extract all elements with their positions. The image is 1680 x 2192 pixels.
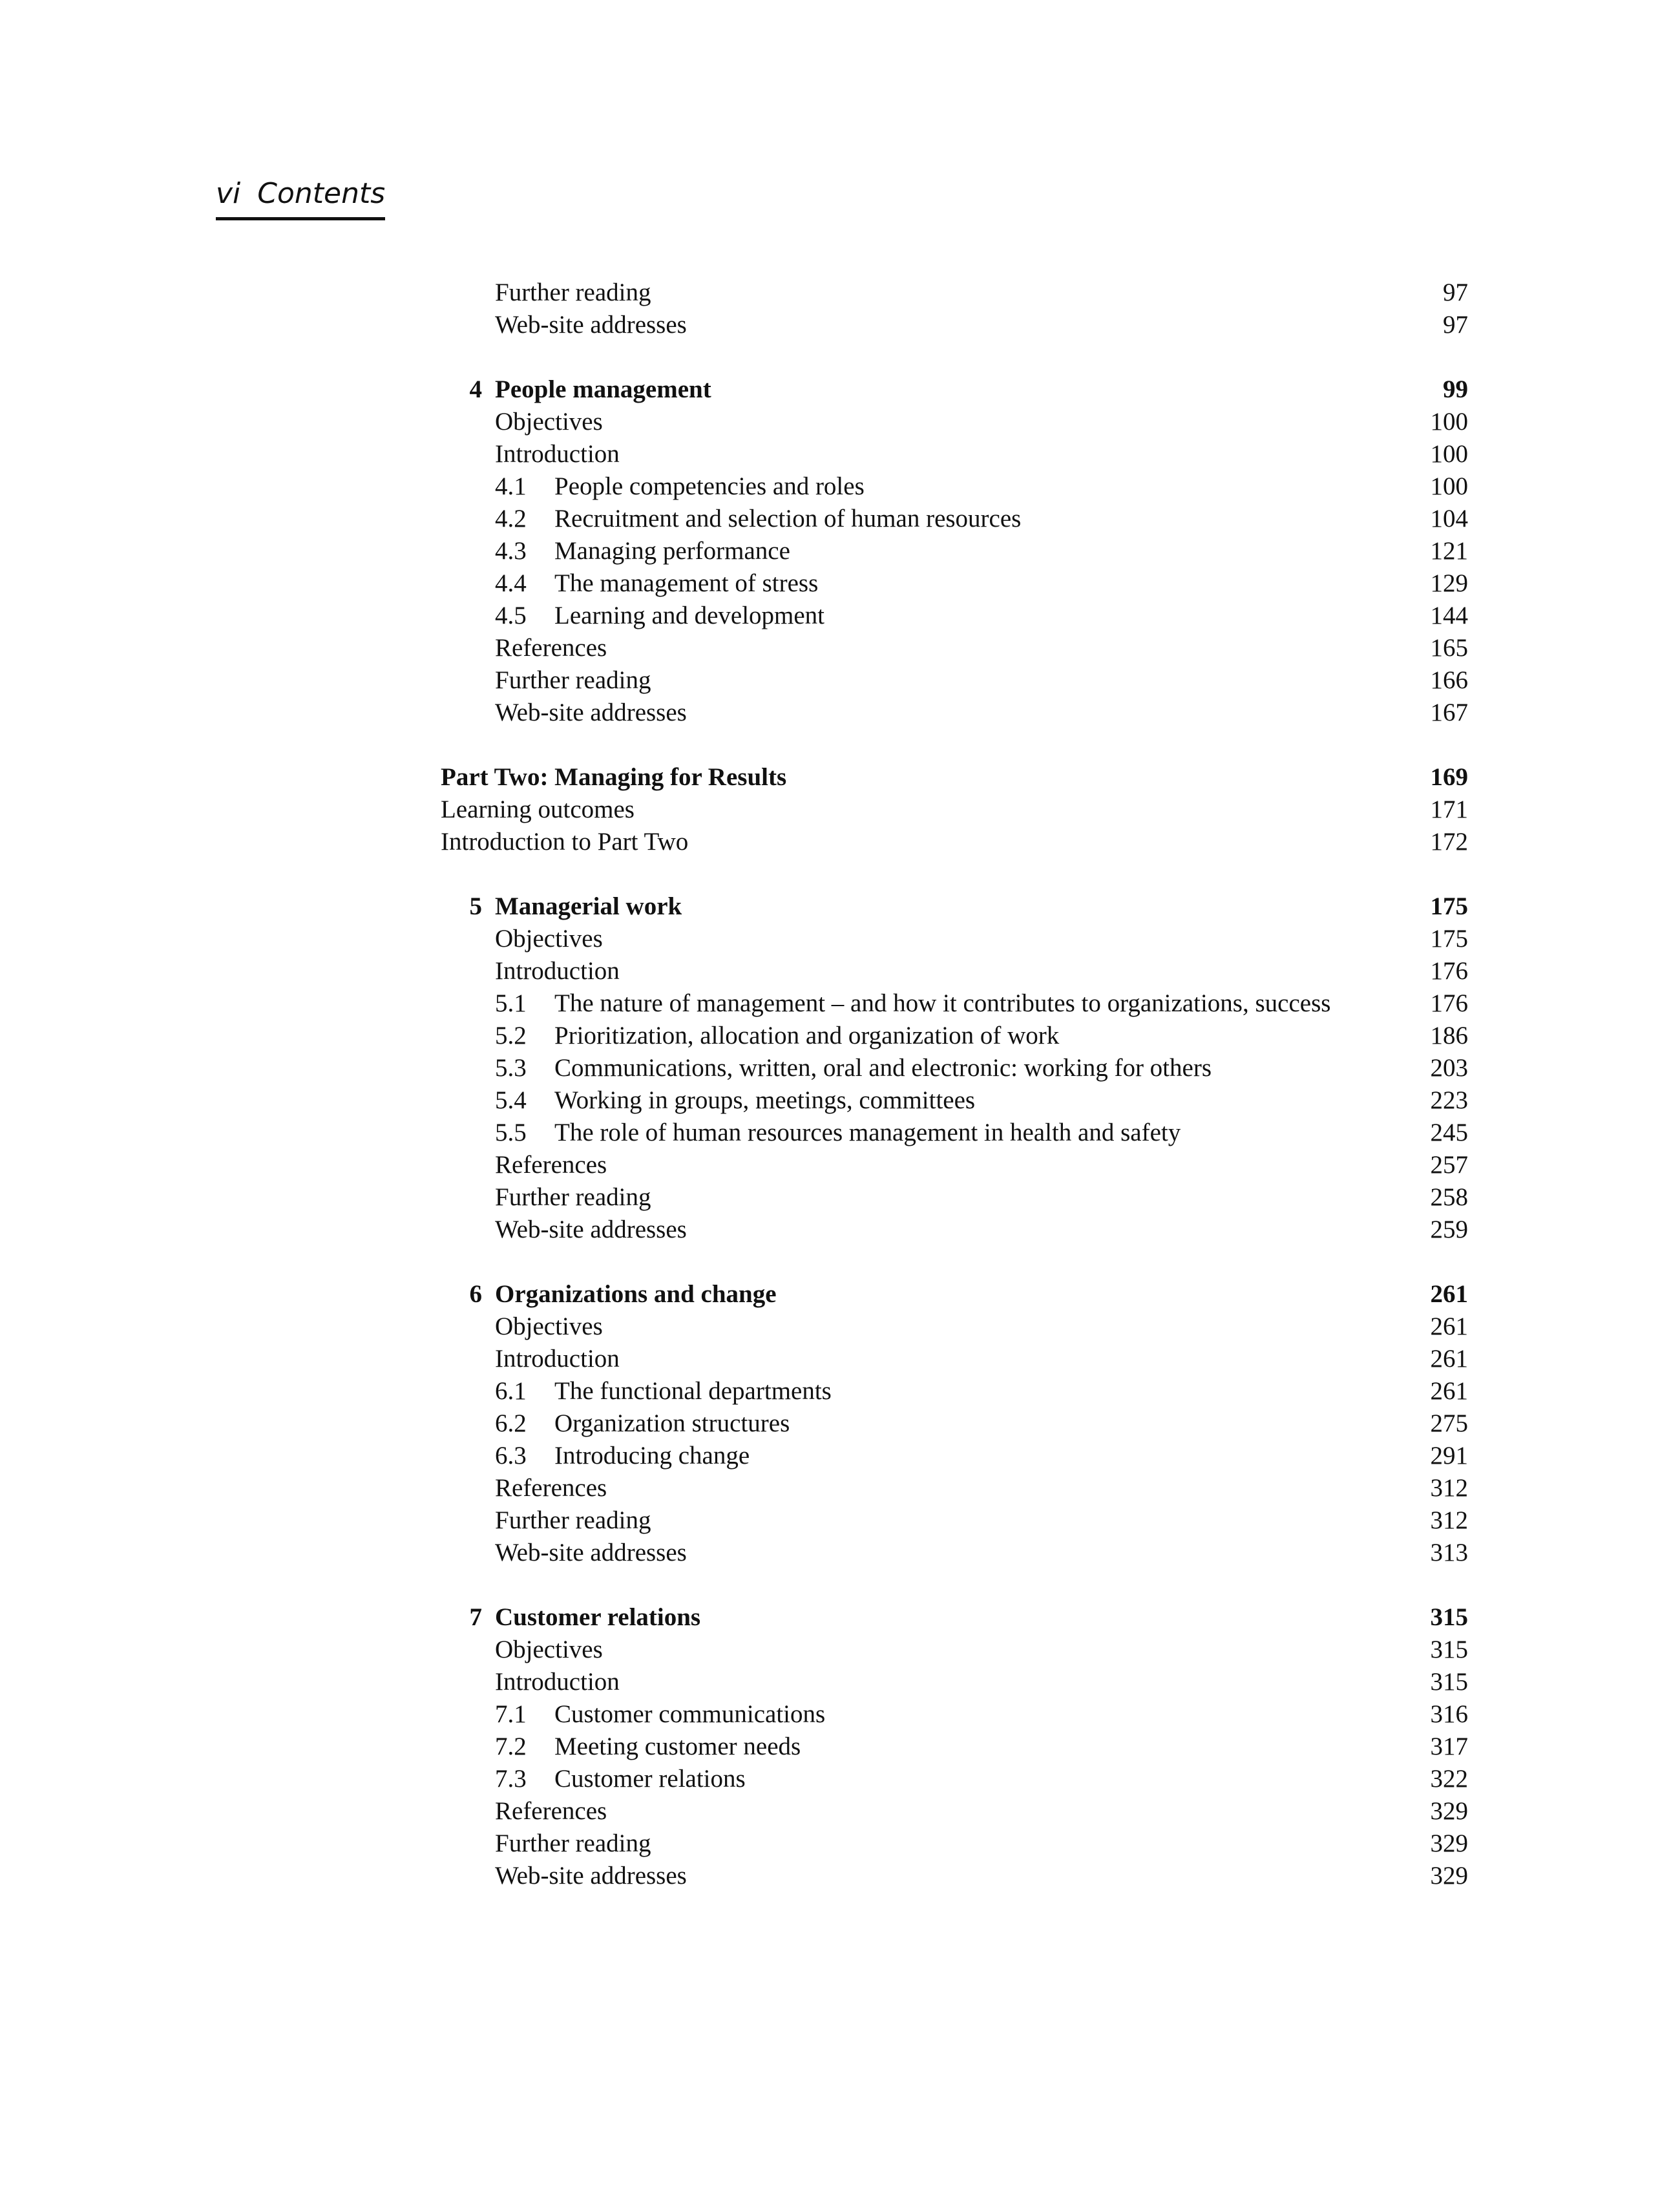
toc-entry-title: Further reading [495,666,651,694]
toc-entry-title: Customer relations [554,1765,746,1793]
section-number: 7.1 [495,1700,527,1728]
toc-page-number: 121 [1430,537,1468,565]
toc-entry-row [441,955,1468,987]
running-header [216,174,385,220]
toc-entry-title: References [495,1474,607,1502]
toc-spacer [441,1569,1468,1601]
toc-part-row [441,761,1468,794]
toc-entry-row [441,923,1468,955]
toc-page-number: 176 [1430,989,1468,1017]
toc-chapter-row [441,890,1468,923]
toc-page-number: 313 [1430,1539,1468,1566]
toc-page-number: 329 [1430,1862,1468,1890]
toc-entry-row [441,438,1468,470]
toc-section-row [441,1052,1468,1084]
toc-entry-row [441,1666,1468,1698]
toc-section-row [441,1117,1468,1149]
toc-page-number: 312 [1430,1506,1468,1534]
toc-entry-title: Web-site addresses [495,311,687,339]
toc-entry-title: Learning outcomes [441,796,635,823]
section-number: 4.1 [495,472,527,500]
toc-entry-row [441,1343,1468,1375]
toc-spacer [441,341,1468,374]
toc-entry-title: People competencies and roles [554,472,865,500]
section-number: 5.4 [495,1086,527,1114]
toc-entry-title: Customer communications [554,1700,826,1728]
toc-entry-title: References [495,1151,607,1179]
toc-page-number: 329 [1430,1829,1468,1857]
toc-entry-title: Learning and development [554,602,825,629]
toc-spacer [441,729,1468,761]
running-title: Contents [257,177,386,210]
toc-entry-title: Communications, written, oral and electronic: working for others [554,1054,1212,1082]
toc-page-number: 316 [1430,1700,1468,1728]
toc-entry-title: Meeting customer needs [554,1733,801,1760]
toc-page-number: 259 [1430,1216,1468,1243]
toc-section-row [441,1763,1468,1795]
toc-page-number: 171 [1430,796,1468,823]
toc-page-number: 97 [1443,311,1468,339]
toc-section-row [441,535,1468,567]
toc-entry-row [441,309,1468,341]
toc-entry-title: Working in groups, meetings, committees [554,1086,976,1114]
section-number: 4.5 [495,602,527,629]
toc-chapter-row [441,1278,1468,1311]
toc-page-number: 99 [1443,375,1468,403]
toc-page-number: 166 [1430,666,1468,694]
toc-page-number: 223 [1430,1086,1468,1114]
toc-entry-title: Web-site addresses [495,1216,687,1243]
section-number: 6.3 [495,1442,527,1470]
toc-spacer [441,858,1468,890]
toc-entry-title: The nature of management – and how it contributes to organizations, success [554,989,1331,1017]
toc-page-number: 167 [1430,699,1468,726]
toc-page-number: 100 [1430,472,1468,500]
toc-page-number: 169 [1430,763,1468,791]
section-number: 7.3 [495,1765,527,1793]
toc-page-number: 100 [1430,440,1468,468]
toc-entry-title: Introducing change [554,1442,750,1470]
toc-entry-title: Managing performance [554,537,790,565]
toc-section-row [441,503,1468,535]
toc-entry-title: Introduction [495,1345,620,1373]
toc-page-number: 261 [1430,1377,1468,1405]
toc-part-entry-row [441,794,1468,826]
section-number: 4.3 [495,537,527,565]
chapter-number: 4 [469,375,482,403]
toc-page-number: 245 [1430,1119,1468,1146]
toc-section-row [441,1731,1468,1763]
toc-entry-title: Objectives [495,408,603,436]
toc-spacer [441,1246,1468,1278]
toc-page-number: 315 [1430,1603,1468,1631]
toc-page-number: 104 [1430,505,1468,532]
toc-entry-title: Customer relations [495,1603,701,1631]
toc-section-row [441,1407,1468,1440]
toc-entry-row [441,406,1468,438]
section-number: 7.2 [495,1733,527,1760]
toc-section-row [441,1698,1468,1731]
toc-page-number: 258 [1430,1183,1468,1211]
toc-entry-title: Introduction [495,440,620,468]
section-number: 5.3 [495,1054,527,1082]
toc-entry-title: The role of human resources management in health and safety [554,1119,1181,1146]
section-number: 5.1 [495,989,527,1017]
toc-entry-title: Introduction [495,957,620,985]
toc-page-number: 315 [1430,1636,1468,1663]
toc-entry-title: Part Two: Managing for Results [441,763,787,791]
toc-page-number: 165 [1430,634,1468,662]
toc-entry-row [441,1504,1468,1537]
toc-entry-title: Managerial work [495,892,682,920]
toc-section-row [441,600,1468,632]
toc-entry-row [441,1634,1468,1666]
toc-page-number: 144 [1430,602,1468,629]
toc-page-number: 329 [1430,1797,1468,1825]
toc-entry-row [441,1537,1468,1569]
toc-entry-title: Further reading [495,1506,651,1534]
toc-entry-row [441,1181,1468,1214]
toc-entry-title: Introduction to Part Two [441,828,689,856]
toc-entry-title: Introduction [495,1668,620,1696]
section-number: 6.1 [495,1377,527,1405]
toc-page-number: 261 [1430,1312,1468,1340]
toc-page-number: 291 [1430,1442,1468,1470]
toc-page-number: 203 [1430,1054,1468,1082]
toc-entry-title: Objectives [495,1636,603,1663]
toc-entry-row [441,1472,1468,1504]
toc-entry-row [441,1311,1468,1343]
toc-section-row [441,1375,1468,1407]
toc-entry-title: Organization structures [554,1409,790,1437]
toc-page-number: 322 [1430,1765,1468,1793]
toc-page-number: 100 [1430,408,1468,436]
toc-section-row [441,1020,1468,1052]
toc-page-number: 129 [1430,569,1468,597]
toc-entry-row [441,277,1468,309]
toc-entry-title: References [495,1797,607,1825]
section-number: 4.2 [495,505,527,532]
toc-entry-title: Further reading [495,1183,651,1211]
toc-chapter-row [441,374,1468,406]
toc-entry-row [441,632,1468,664]
toc-page-number: 97 [1443,279,1468,306]
toc-entry-title: Prioritization, allocation and organization of work [554,1022,1060,1049]
toc-page-number: 176 [1430,957,1468,985]
chapter-number: 7 [469,1603,482,1631]
toc-page-number: 261 [1430,1345,1468,1373]
toc-entry-row [441,1214,1468,1246]
toc-section-row [441,567,1468,600]
toc-entry-title: The functional departments [554,1377,832,1405]
toc-page-number: 317 [1430,1733,1468,1760]
toc-entry-row [441,697,1468,729]
table-of-contents [441,277,1468,1892]
toc-page-number: 261 [1430,1280,1468,1308]
section-number: 5.2 [495,1022,527,1049]
toc-page-number: 315 [1430,1668,1468,1696]
section-number: 4.4 [495,569,527,597]
toc-entry-title: People management [495,375,711,403]
toc-section-row [441,987,1468,1020]
toc-page-number: 312 [1430,1474,1468,1502]
toc-page-number: 172 [1430,828,1468,856]
chapter-number: 6 [469,1280,482,1308]
toc-entry-title: Web-site addresses [495,699,687,726]
toc-entry-title: Objectives [495,925,603,953]
toc-entry-row [441,1860,1468,1892]
page-folio: vi [216,177,241,210]
toc-chapter-row [441,1601,1468,1634]
toc-entry-title: Organizations and change [495,1280,777,1308]
toc-section-row [441,1084,1468,1117]
toc-entry-title: Further reading [495,279,651,306]
toc-entry-title: Further reading [495,1829,651,1857]
section-number: 6.2 [495,1409,527,1437]
toc-section-row [441,470,1468,503]
toc-entry-row [441,1795,1468,1828]
toc-page-number: 257 [1430,1151,1468,1179]
toc-part-entry-row [441,826,1468,858]
toc-entry-title: References [495,634,607,662]
chapter-number: 5 [469,892,482,920]
toc-page-number: 275 [1430,1409,1468,1437]
toc-entry-title: Recruitment and selection of human resources [554,505,1022,532]
toc-entry-title: Web-site addresses [495,1862,687,1890]
section-number: 5.5 [495,1119,527,1146]
toc-entry-row [441,1149,1468,1181]
toc-entry-row [441,664,1468,697]
toc-page-number: 175 [1430,925,1468,953]
toc-page-number: 186 [1430,1022,1468,1049]
toc-page-number: 175 [1430,892,1468,920]
toc-section-row [441,1440,1468,1472]
toc-entry-title: Objectives [495,1312,603,1340]
toc-entry-row [441,1828,1468,1860]
toc-entry-title: Web-site addresses [495,1539,687,1566]
toc-entry-title: The management of stress [554,569,819,597]
